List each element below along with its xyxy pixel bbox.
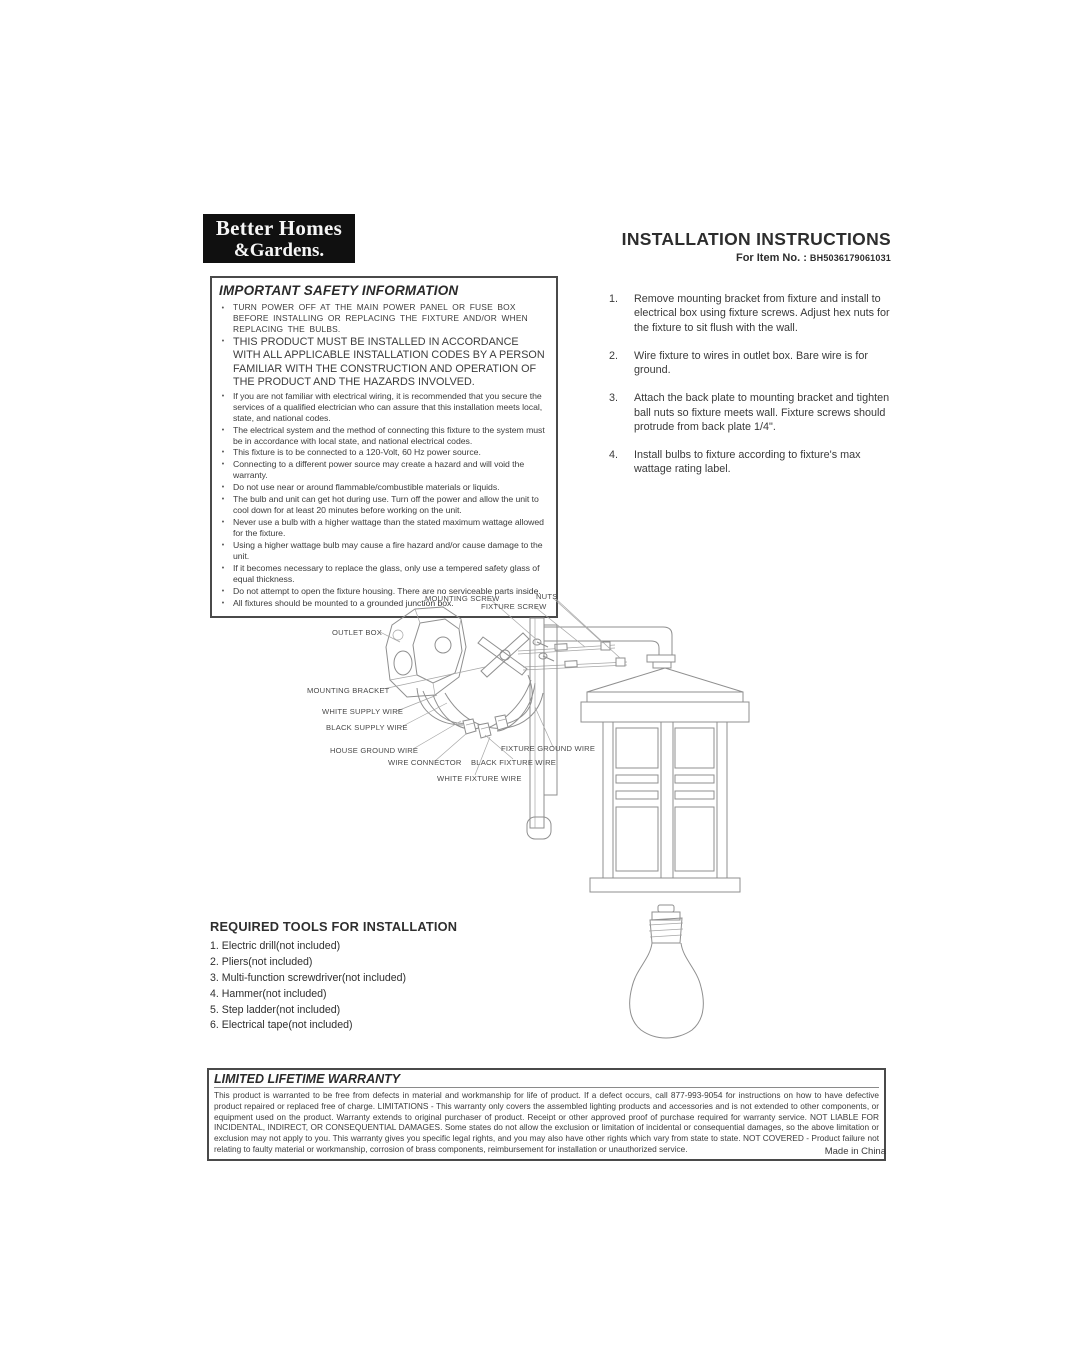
bullet-icon: • <box>221 449 225 457</box>
diagram-label-wire-connector: WIRE CONNECTOR <box>388 758 462 767</box>
bullet-icon: • <box>221 565 225 572</box>
bullet-icon: • <box>221 519 225 527</box>
bullet-icon: • <box>221 587 225 595</box>
safety-bullet: • The electrical system and the method of connecting this fixture to the system must be in accordance with local state, and national electrical codes. <box>219 425 549 447</box>
item-number-label: For Item No. : <box>735 252 810 264</box>
made-in-china-label: Made in China <box>824 1146 886 1157</box>
bullet-icon: • <box>221 392 225 400</box>
safety-bullet: • THIS PRODUCT MUST BE INSTALLED IN ACCORDANCE WITH ALL APPLICABLE INSTALLATION CODES BY A PERSON FAMILIAR WITH THE CONSTRUCTION AND OPERATION OF THE PRODUCT AND THE HAZARDS INVOLVED. <box>219 336 549 390</box>
safety-info-box <box>210 276 558 618</box>
bullet-icon: • <box>221 599 225 607</box>
step-number: 1. <box>609 293 619 305</box>
step-text: Install bulbs to fixture according to fixture's max wattage rating label. <box>634 449 861 476</box>
bullet-icon: • <box>221 426 225 434</box>
safety-bullet: • Never use a bulb with a higher wattage than the stated maximum wattage allowed for the fixture. <box>219 517 549 539</box>
warranty-body: This product is warranted to be free from defects in material and workmanship for life of product. If a defect occurs, call 877-993-9054 for instructions on how to have defective product repaired or replaced free of charge. LIMITATIONS - This warranty only covers the assembled lighting products and accessories and is not extended to other components, or equipment used on the product. Warranty extends to original purchaser of product. Receipt or other approved proof of purchase required for warranty service. NOT LIABLE FOR INCIDENTAL, INDIRECT, OR CONSEQUENTIAL DAMAGES. Some states do not allow the exclusion or limitation of incidental or consequential damages, so the above limitation or exclusion may not apply to you. This warranty gives you specific legal rights, and you may also have other rights which vary from state to state. NOT COVERED - Product failure not relating to faulty material or workmanship, corrosion of brass components, reimbursement for installation or unauthorized service. <box>214 1090 879 1154</box>
header-block <box>560 229 891 264</box>
safety-bullet: • Using a higher wattage bulb may cause a fire hazard and/or cause damage to the unit. <box>219 540 549 562</box>
bullet-icon: • <box>221 461 225 469</box>
install-step <box>609 391 897 434</box>
diagram-label-house-ground-wire: HOUSE GROUND WIRE <box>330 746 419 755</box>
diagram-label-white-supply-wire: WHITE SUPPLY WIRE <box>322 707 404 716</box>
diagram-label-outlet-box: OUTLET BOX <box>332 628 382 637</box>
safety-bullet: • If you are not familiar with electrical wiring, it is recommended that you secure the services of a qualified electrician who can assure that this installation meets local, state, and national codes. <box>219 391 549 424</box>
safety-bullet: • Do not use near or around flammable/combustible materials or liquids. <box>219 482 549 493</box>
diagram-label-fixture-screw: FIXTURE SCREW <box>481 602 547 611</box>
page-title: INSTALLATION INSTRUCTIONS <box>621 229 891 249</box>
safety-bullet: • Do not attempt to open the fixture housing. There are no serviceable parts inside. <box>219 586 549 597</box>
install-step <box>609 349 897 378</box>
diagram-label-nuts: NUTS <box>536 592 558 601</box>
safety-bullet: • Connecting to a different power source may create a hazard and will void the warranty. <box>219 459 549 481</box>
tools-heading: REQUIRED TOOLS FOR INSTALLATION <box>210 919 458 934</box>
tool-item: 5. Step ladder(not included) <box>210 1003 341 1016</box>
logo-line-2: &Gardens. <box>233 239 325 261</box>
safety-bullet: • If it becomes necessary to replace the glass, only use a tempered safety glass of equal thickness. <box>219 563 549 585</box>
bullet-icon: • <box>221 337 225 345</box>
step-number: 2. <box>609 349 619 362</box>
safety-bullet: • All fixtures should be mounted to a grounded junction box. <box>219 598 549 609</box>
install-steps <box>609 292 897 491</box>
logo-line-1: Better Homes <box>215 215 343 240</box>
install-step <box>609 448 897 477</box>
safety-bullet: • TURN POWER OFF AT THE MAIN POWER PANEL OR FUSE BOX BEFORE INSTALLING OR REPLACING THE FIXTURE AND/OR WHEN REPLACING THE BULBS. <box>219 302 549 335</box>
step-text: Wire fixture to wires in outlet box. Bare wire is for ground. <box>634 349 869 376</box>
diagram-label-black-supply-wire: BLACK SUPPLY WIRE <box>326 723 408 732</box>
step-text: Attach the back plate to mounting bracket and tighten ball nuts so fixture meets wall. Fixture screws should protrude from back plate 1/4". <box>634 392 890 433</box>
tools-section <box>210 919 520 1034</box>
item-number-line <box>560 252 891 264</box>
tool-item: 2. Pliers(not included) <box>210 955 313 968</box>
diagram-label-mounting-bracket: MOUNTING BRACKET <box>307 686 390 695</box>
bullet-icon: • <box>221 496 225 504</box>
item-number-value: BH5036179061031 <box>809 253 891 263</box>
install-step <box>609 292 897 335</box>
bullet-icon: • <box>221 484 225 492</box>
safety-heading: IMPORTANT SAFETY INFORMATION <box>219 283 459 298</box>
tool-item: 6. Electrical tape(not included) <box>210 1019 353 1032</box>
tool-item: 4. Hammer(not included) <box>210 987 327 1000</box>
diagram-label-mounting-screw: MOUNTING SCREW <box>425 594 500 603</box>
warranty-heading: LIMITED LIFETIME WARRANTY <box>214 1072 879 1088</box>
diagram-label-fixture-ground-wire: FIXTURE GROUND WIRE <box>501 744 596 753</box>
step-text: Remove mounting bracket from fixture and install to electrical box using fixture screws. Adjust hex nuts for the fixture to sit flush with the wall. <box>634 293 890 334</box>
safety-bullet: • This fixture is to be connected to a 120-Volt, 60 Hz power source. <box>219 447 549 458</box>
better-homes-gardens-logo <box>203 214 355 263</box>
bullet-icon: • <box>221 542 225 550</box>
step-number: 3. <box>609 392 619 405</box>
diagram-label-black-fixture-wire: BLACK FIXTURE WIRE <box>471 758 557 767</box>
diagram-label-white-fixture-wire: WHITE FIXTURE WIRE <box>437 774 522 783</box>
safety-bullet: • The bulb and unit can get hot during use. Turn off the power and allow the unit to cool down for at least 20 minutes before working on the unit. <box>219 494 549 516</box>
tool-item: 3. Multi-function screwdriver(not included) <box>210 971 407 984</box>
bullet-icon: • <box>221 305 225 312</box>
step-number: 4. <box>609 449 619 461</box>
tool-item: 1. Electric drill(not included) <box>210 940 341 952</box>
